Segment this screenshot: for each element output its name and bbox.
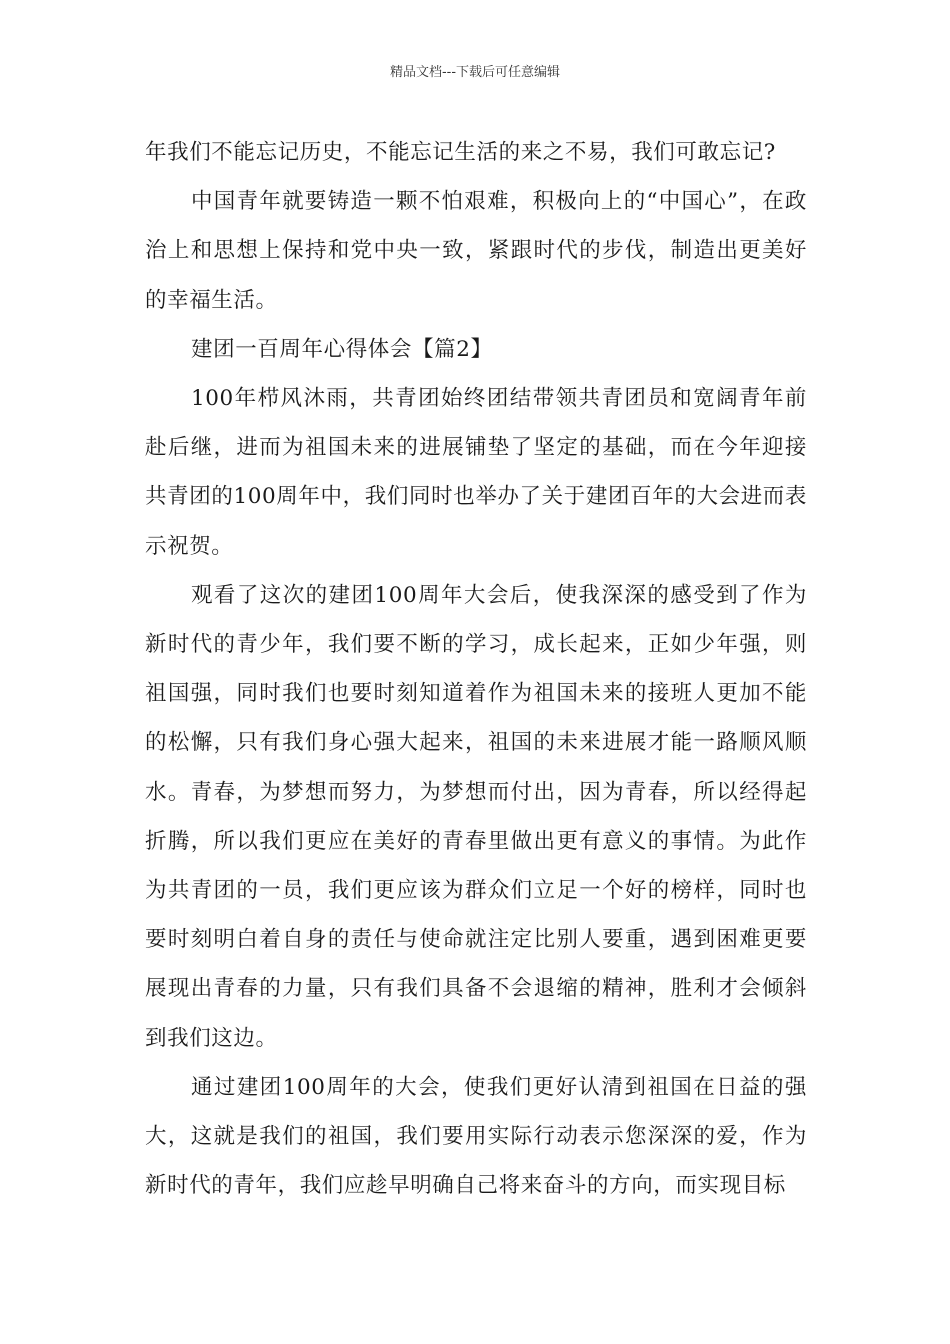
paragraph: 通过建团100周年的大会，使我们更好认清到祖国在日益的强大，这就是我们的祖国，我们要用实际行动表示您深深的爱，作为新时代的青年，我们应趁早明确自己将来奋斗的方向，而实现目标: [145, 1074, 807, 1199]
section-heading: 建团一百周年心得体会【篇2】: [191, 336, 493, 362]
paragraph: 100年栉风沐雨，共青团始终团结带领共青团员和宽阔青年前赴后继，进而为祖国未来的进展铺垫了坚定的基础，而在今年迎接共青团的100周年中，我们同时也举办了关于建团百年的大会进而表示祝贺。: [145, 386, 807, 559]
paragraph: 中国青年就要铸造一颗不怕艰难，积极向上的“中国心”，在政治上和思想上保持和党中央一致，紧跟时代的步伐，制造出更美好的幸福生活。: [145, 189, 807, 313]
document-body: [145, 128, 807, 1210]
paragraph: 观看了这次的建团100周年大会后，使我深深的感受到了作为新时代的青少年，我们要不断的学习，成长起来，正如少年强，则祖国强，同时我们也要时刻知道着作为祖国未来的接班人更加不能的松懈，只有我们身心强大起来，祖国的未来进展才能一路顺风顺水。青春，为梦想而努力，为梦想而付出，因为青春，所以经得起折腾，所以我们更应在美好的青春里做出更有意义的事情。为此作为共青团的一员，我们更应该为群众们立足一个好的榜样，同时也要时刻明白着自身的责任与使命就注定比别人要重，遇到困难更要展现出青春的力量，只有我们具备不会退缩的精神，胜利才会倾斜到我们这边。: [145, 582, 807, 1051]
page-header: 精品文档---下载后可任意编辑: [389, 65, 561, 80]
paragraph-continuation: 年我们不能忘记历史，不能忘记生活的来之不易，我们可敢忘记?: [145, 140, 776, 165]
